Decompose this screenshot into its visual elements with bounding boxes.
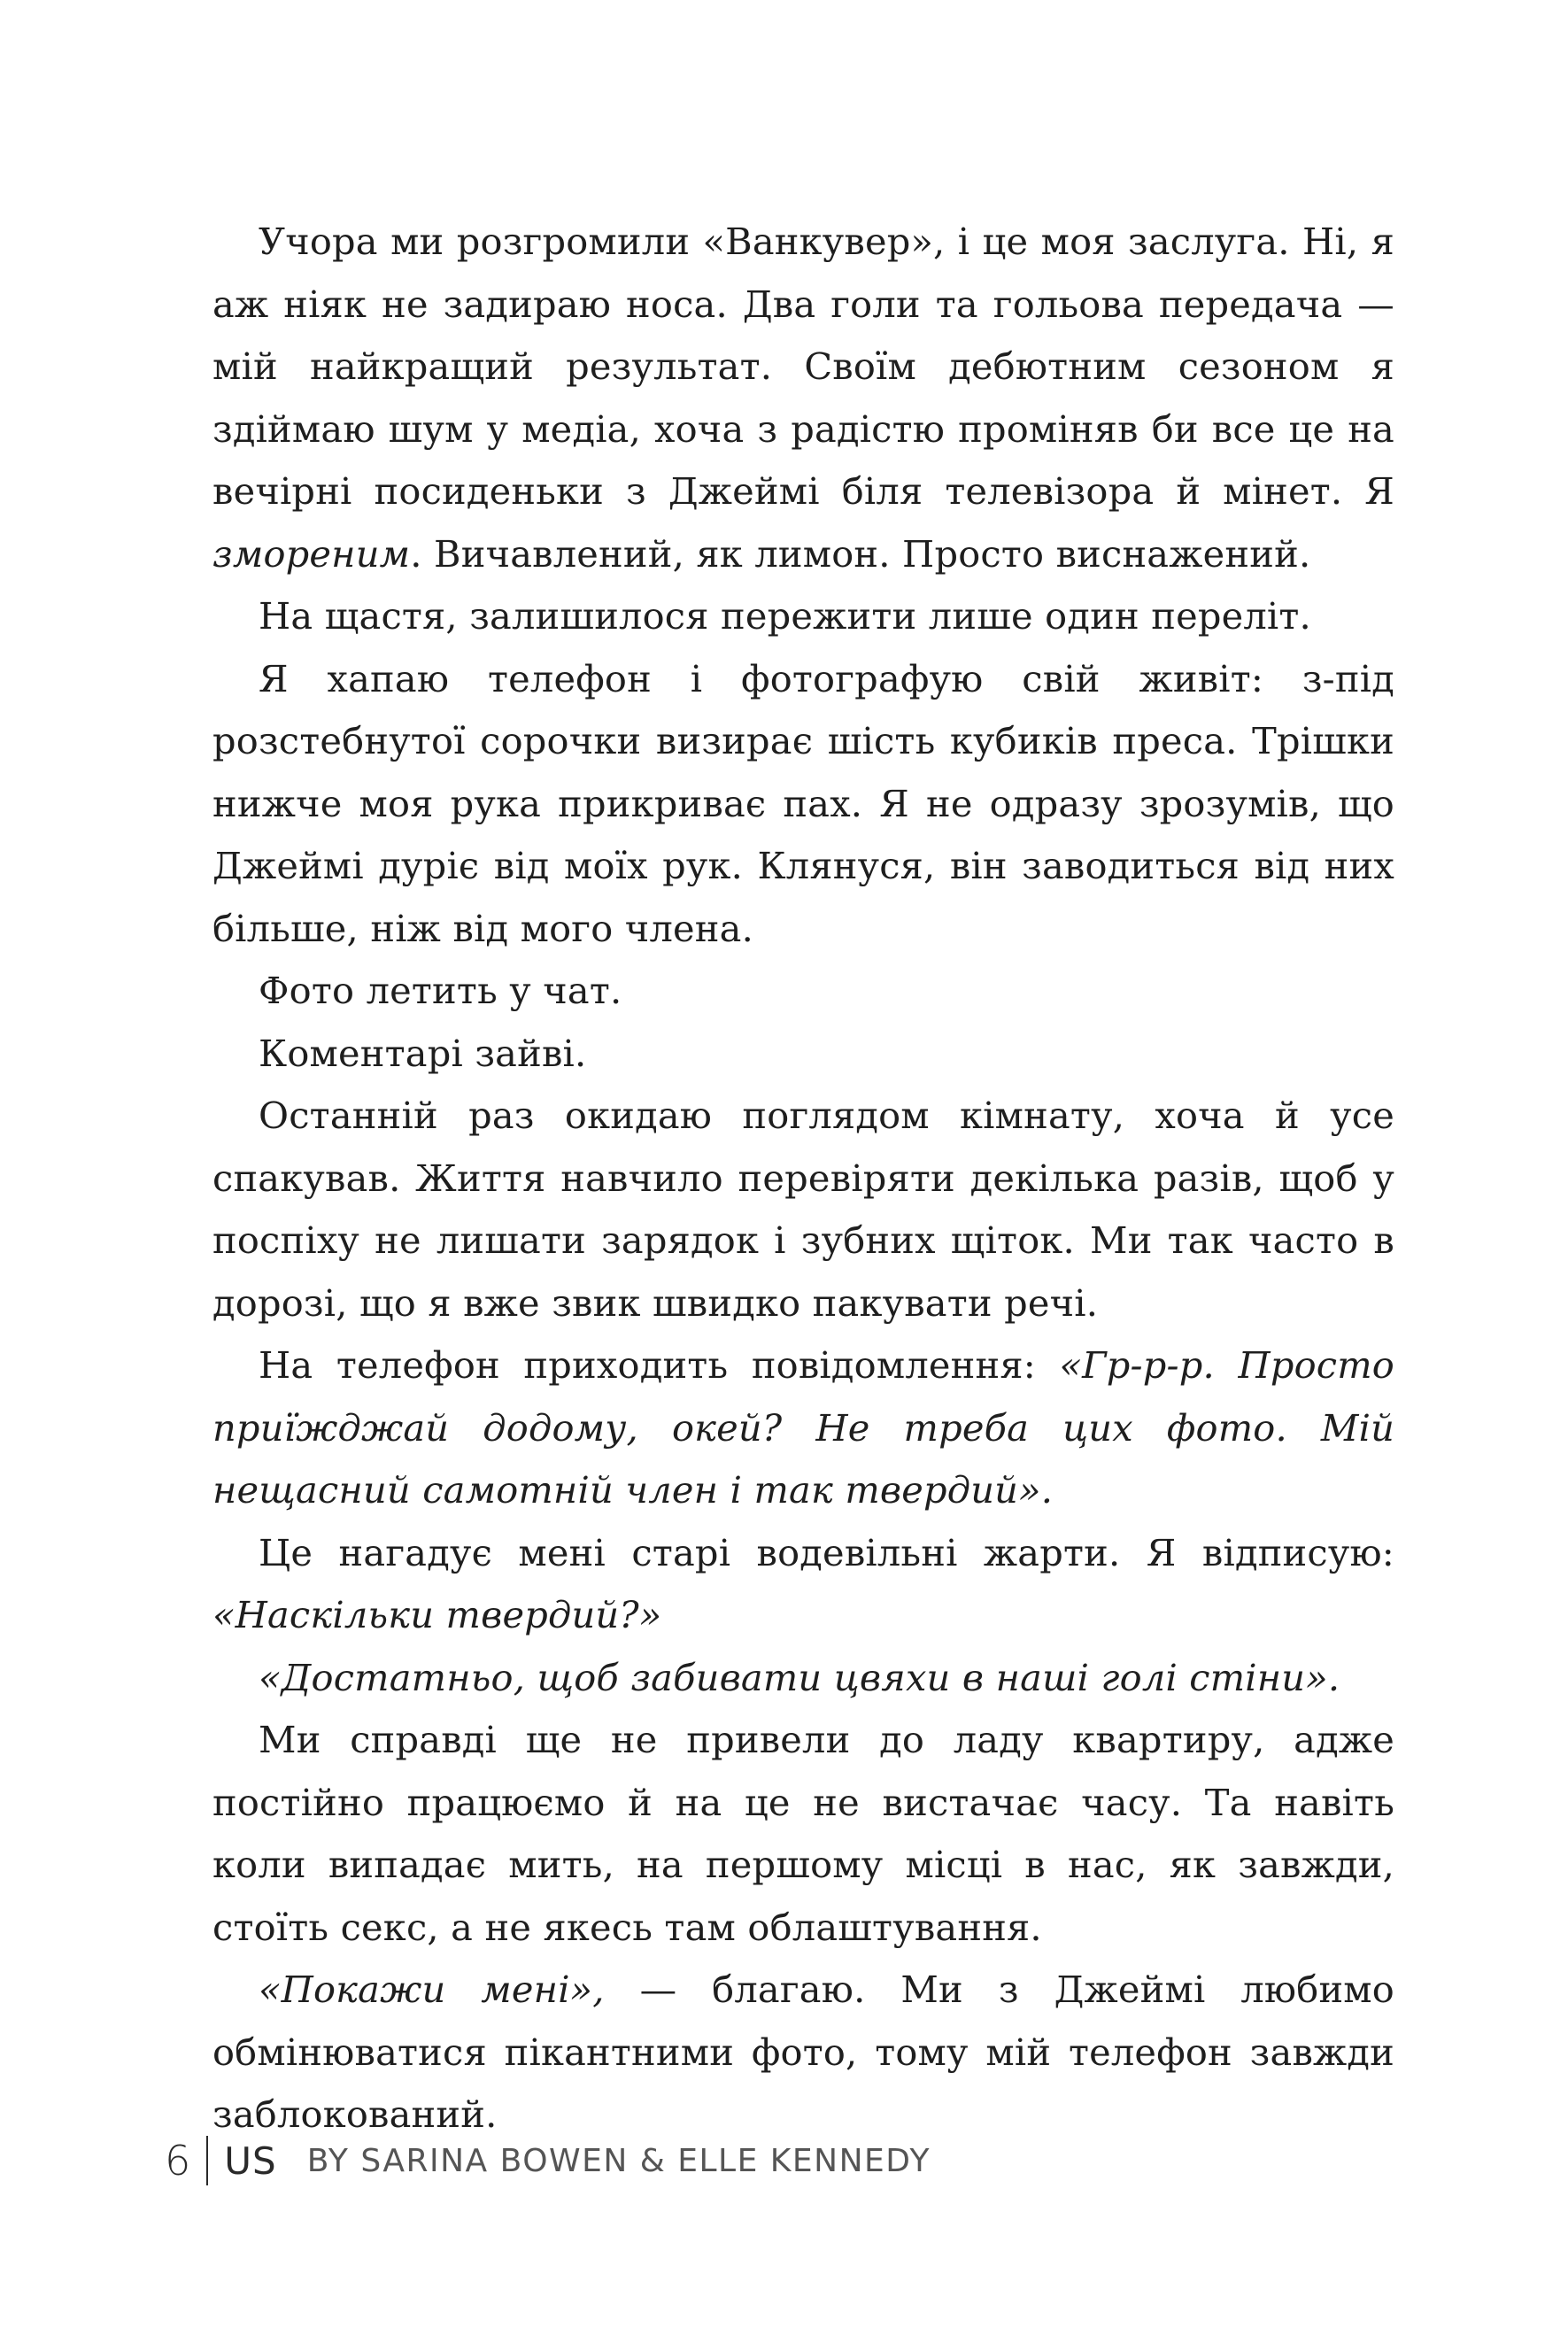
book-authors: BY SARINA BOWEN & ELLE KENNEDY [306, 2142, 931, 2179]
paragraph [212, 1334, 1394, 1522]
italic-text: «Гр-р-р. Просто приїжджай додому, окей? Не треба цих фото. Мій нещасний самотній член і так твердий». [212, 1343, 1394, 1512]
footer-divider [206, 2136, 208, 2185]
paragraph-text: Це нагадує мені старі водевільні жарти. Я відписую: [259, 1530, 1394, 1574]
paragraph: Коментарі зайві. [259, 1031, 587, 1075]
paragraph: Учора ми розгромили «Ванкувер», і це моя заслуга. Ні, я аж ніяк не задираю носа. Два голи та гольова передача — мій найкращий результат. Своїм дебютним сезоном я здіймаю шум у медіа, хоча з радістю проміняв би все це на вечірні посиденьки з Джеймі біля телевізора й мінет. Я змореним. Вичавлений, як лимон. Просто виснажений. [212, 220, 1394, 576]
italic-text: змореним [212, 531, 411, 576]
paragraph [212, 1522, 1394, 1647]
paragraph [212, 1647, 1394, 1710]
paragraph-text: — благаю. Ми з Джеймі любимо обмінюватися пікантними фото, тому мій телефон завжди заблокований. [212, 1968, 1394, 2136]
italic-text: «Покажи мені», [259, 1968, 605, 2011]
paragraph-text: Вичавлений, як лимон. Просто виснажений. [434, 531, 1311, 576]
page-number: 6 [165, 2137, 191, 2185]
page-body-text [212, 211, 1394, 2146]
paragraph: Я хапаю телефон і фотографую свій живіт: з-під розстебнутої сорочки визирає шість кубиків преса. Трішки нижче моя рука прикриває пах. Я не одразу зрозумів, що Джеймі дуріє від моїх рук. Клянуся, він заводиться від них більше, ніж від мого члена. [212, 656, 1394, 950]
paragraph: Фото летить у чат. [259, 969, 622, 1012]
book-title: US [224, 2138, 277, 2183]
paragraph: На щастя, залишилося пережити лише один переліт. [259, 594, 1311, 638]
page-footer [165, 2134, 931, 2187]
paragraph: Ми справді ще не привели до ладу квартиру, адже постійно працюємо й на це не вистачає часу. Та навіть коли випадає мить, на першому місці в нас, як завжди, стоїть секс, а не якесь там облаштування. [212, 1718, 1394, 1949]
paragraph [212, 1959, 1394, 2146]
paragraph-text: На телефон приходить повідомлення: [259, 1343, 1036, 1387]
italic-text: «Наскільки твердий?» [212, 1593, 662, 1636]
paragraph-text: Учора ми розгромили «Ванкувер», і це моя заслуга. Ні, я аж ніяк не задираю носа. Два голи та гольова передача — мій найкращий результат. Своїм дебютним сезоном я здіймаю шум у медіа, хоча з радістю проміняв би все це на вечірні посиденьки з Джеймі біля телевізора й мінет. Я [212, 220, 1394, 513]
italic-text: «Достатньо, щоб забивати цвяхи в наші голі стіни». [259, 1655, 1340, 1699]
paragraph: Останній раз окидаю поглядом кімнату, хоча й усе спакував. Життя навчило перевіряти декілька разів, щоб у поспіху не лишати зарядок і зубних щіток. Ми так часто в дорозі, що я вже звик швидко пакувати речі. [212, 1094, 1394, 1325]
